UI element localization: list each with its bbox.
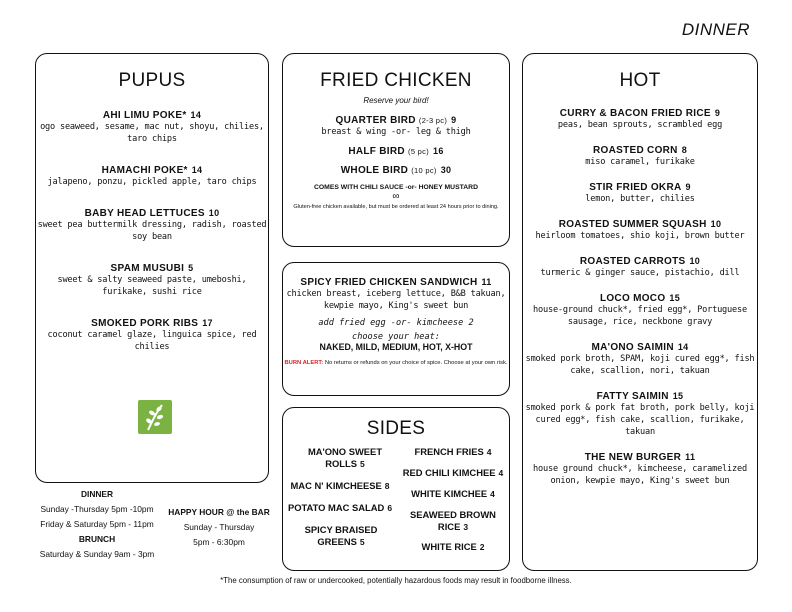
side-item: [401, 541, 505, 553]
item-name: THE NEW BURGER: [584, 452, 682, 463]
item-price: 4: [486, 447, 492, 457]
side-item: [399, 467, 507, 479]
item-price: 11: [685, 452, 696, 462]
raw-food-disclaimer: *The consumption of raw or undercooked, potentially hazardous foods may result in foodborne illness.: [220, 576, 572, 585]
hot-heading: HOT: [619, 70, 661, 91]
item-price: 4: [490, 489, 495, 499]
side-item: [407, 509, 499, 533]
menu-item: [36, 165, 268, 188]
item-name: FATTY SAIMIN: [596, 391, 669, 402]
add-on-price: 2: [468, 318, 474, 328]
gluten-free-note: Gluten-free chicken available, but must be ordered at least 24 hours prior to dining.: [293, 204, 499, 210]
item-name: SPAM MUSUBI: [110, 263, 185, 274]
happy-hour-line: 5pm - 6:30pm: [193, 537, 245, 547]
item-name: QUARTER BIRD: [335, 115, 416, 126]
item-name: MAC N' KIMCHEESE: [290, 480, 382, 491]
side-item: [295, 524, 387, 548]
add-on-text: add fried egg -or- kimcheese: [318, 318, 464, 328]
item-description: breast & wing -or- leg & thigh: [321, 127, 471, 137]
dinner-brunch-hours: [38, 487, 156, 562]
item-name: AHI LIMU POKE*: [102, 110, 187, 121]
item-description: miso caramel, furikake: [585, 157, 695, 167]
item-price: 5: [359, 537, 365, 547]
pupus-heading: PUPUS: [118, 70, 186, 91]
item-name: ROASTED CARROTS: [579, 256, 686, 267]
menu-item: [36, 208, 268, 243]
item-name: SEAWEED BROWN RICE: [410, 509, 496, 532]
item-price: 10: [208, 208, 220, 218]
item-name: SMOKED PORK RIBS: [91, 318, 199, 329]
menu-item: [283, 277, 509, 312]
item-name: LOCO MOCO: [599, 293, 666, 304]
heat-levels: NAKED, MILD, MEDIUM, HOT, X-HOT: [319, 342, 473, 352]
item-price: 14: [190, 110, 202, 120]
menu-section-title: DINNER: [681, 20, 750, 39]
pupus-panel: [35, 53, 269, 483]
item-description: house ground chuck*, kimcheese, caramelized onion, kewpie mayo, King's sweet bun: [533, 464, 747, 486]
item-price: 5: [360, 459, 365, 469]
item-price: 6: [387, 503, 393, 513]
item-price: 15: [669, 293, 681, 303]
item-price: 17: [202, 318, 213, 328]
sandwich-panel: [282, 262, 510, 396]
sides-panel: [282, 407, 510, 571]
side-item: [401, 488, 505, 500]
item-name: HALF BIRD: [348, 146, 405, 157]
sides-heading: SIDES: [366, 418, 426, 439]
item-name: ROASTED CORN: [592, 145, 678, 156]
item-name: BABY HEAD LETTUCES: [84, 208, 205, 219]
item-price: 2: [479, 542, 485, 552]
item-name: WHOLE BIRD: [340, 165, 409, 176]
item-price: 10: [689, 256, 701, 266]
item-description: smoked pork broth, SPAM, koji cured egg*, fish cake, scallion, nori, takuan: [525, 354, 755, 376]
menu-item: [36, 110, 268, 145]
infinity-divider-icon: ∞: [392, 191, 400, 202]
sauce-note: COMES WITH CHILI SAUCE -or- HONEY MUSTARD: [313, 184, 478, 191]
item-description: house-ground chuck*, fried egg*, Portuguese sausage, rice, neckbone gravy: [533, 305, 747, 327]
side-item: [297, 446, 393, 470]
menu-item: [523, 145, 757, 168]
menu-item: [283, 165, 509, 176]
item-price: 9: [714, 108, 721, 118]
burn-alert-text: No returns or refunds on your choice of spice. Choose at your own risk.: [324, 360, 508, 366]
add-on-option: [283, 318, 509, 328]
item-portion: (2-3 pc): [418, 116, 448, 125]
item-price: 14: [191, 165, 203, 175]
item-name: WHITE KIMCHEE: [411, 488, 488, 499]
reserve-note: Reserve your bird!: [363, 96, 429, 105]
item-price: 3: [463, 522, 469, 532]
item-price: 11: [481, 277, 492, 287]
item-description: chicken breast, iceberg lettuce, B&B takuan, kewpie mayo, King's sweet bun: [286, 289, 506, 311]
item-name: WHITE RICE: [421, 541, 477, 552]
dinner-hours-heading: DINNER: [80, 489, 114, 499]
item-name: HAMACHI POKE*: [101, 165, 188, 176]
item-price: 8: [384, 481, 390, 491]
item-price: 9: [685, 182, 691, 192]
item-name: SPICY FRIED CHICKEN SANDWICH: [300, 277, 478, 288]
heat-label: choose your heat:: [352, 332, 440, 342]
item-name: MA'ONO SWEET ROLLS: [307, 446, 383, 469]
item-name: MA'ONO SAIMIN: [591, 342, 674, 353]
menu-item: [523, 219, 757, 242]
item-price: 16: [433, 146, 444, 156]
menu-item: [523, 391, 757, 438]
item-name: ROASTED SUMMER SQUASH: [558, 219, 707, 230]
menu-item: [283, 146, 509, 157]
item-portion: (5 pc): [408, 147, 430, 156]
sides-list: [283, 446, 509, 566]
item-description: lemon, butter, chilies: [585, 194, 695, 204]
menu-item: [523, 182, 757, 205]
item-description: ogo seaweed, sesame, mac nut, shoyu, chilies, taro chips: [40, 122, 264, 144]
item-name: SPICY BRAISED GREENS: [304, 524, 378, 547]
item-name: STIR FRIED OKRA: [589, 182, 682, 193]
fried-chicken-heading: FRIED CHICKEN: [320, 70, 472, 91]
item-description: coconut caramel glaze, linguica spice, red chilies: [47, 330, 257, 352]
happy-hour-heading: HAPPY HOUR @ the BAR: [168, 507, 270, 517]
brunch-hours-line: Saturday & Sunday 9am - 3pm: [39, 549, 155, 559]
item-description: peas, bean sprouts, scrambled egg: [557, 120, 723, 130]
item-name: CURRY & BACON FRIED RICE: [559, 108, 711, 119]
dinner-hours-line: Friday & Saturday 5pm - 11pm: [40, 519, 154, 529]
happy-hour-hours: [164, 505, 274, 550]
side-item: [285, 480, 395, 492]
happy-hour-line: Sunday - Thursday: [183, 522, 255, 532]
side-item: [285, 502, 395, 514]
item-price: 9: [451, 115, 457, 125]
menu-item: [523, 342, 757, 377]
menu-item: [283, 115, 509, 138]
brunch-hours-heading: BRUNCH: [78, 534, 116, 544]
fried-chicken-panel: [282, 53, 510, 247]
item-description: sweet pea buttermilk dressing, radish, roasted soy bean: [37, 220, 267, 242]
side-item: [401, 446, 505, 458]
menu-item: [36, 263, 268, 298]
item-price: 15: [672, 391, 684, 401]
item-price: 14: [677, 342, 689, 352]
item-name: RED CHILI KIMCHEE: [402, 467, 496, 478]
menu-item: [523, 452, 757, 487]
item-price: 8: [681, 145, 688, 155]
hot-panel: [522, 53, 758, 571]
item-description: heirloom tomatoes, shio koji, brown butter: [535, 231, 745, 241]
item-description: smoked pork & pork fat broth, pork belly, koji cured egg*, fish cake, scallion, furikake, takuan: [525, 403, 755, 437]
menu-item: [523, 256, 757, 279]
item-price: 5: [188, 263, 194, 273]
item-name: POTATO MAC SALAD: [287, 502, 385, 513]
item-portion: (10 pc): [411, 166, 437, 175]
burn-alert: [283, 360, 509, 366]
item-price: 30: [440, 165, 452, 175]
item-description: sweet & salty seaweed paste, umeboshi, furikake, sushi rice: [57, 275, 247, 297]
item-description: jalapeno, ponzu, pickled apple, taro chips: [47, 177, 257, 187]
menu-item: [523, 293, 757, 328]
item-price: 10: [710, 219, 722, 229]
menu-item: [523, 108, 757, 131]
leaf-logo-icon: [138, 400, 172, 434]
item-description: turmeric & ginger sauce, pistachio, dill: [540, 268, 740, 278]
item-price: 4: [498, 468, 504, 478]
item-name: FRENCH FRIES: [414, 446, 484, 457]
dinner-hours-line: Sunday -Thursday 5pm -10pm: [40, 504, 154, 514]
burn-alert-label: BURN ALERT:: [284, 360, 324, 366]
menu-item: [36, 318, 268, 353]
